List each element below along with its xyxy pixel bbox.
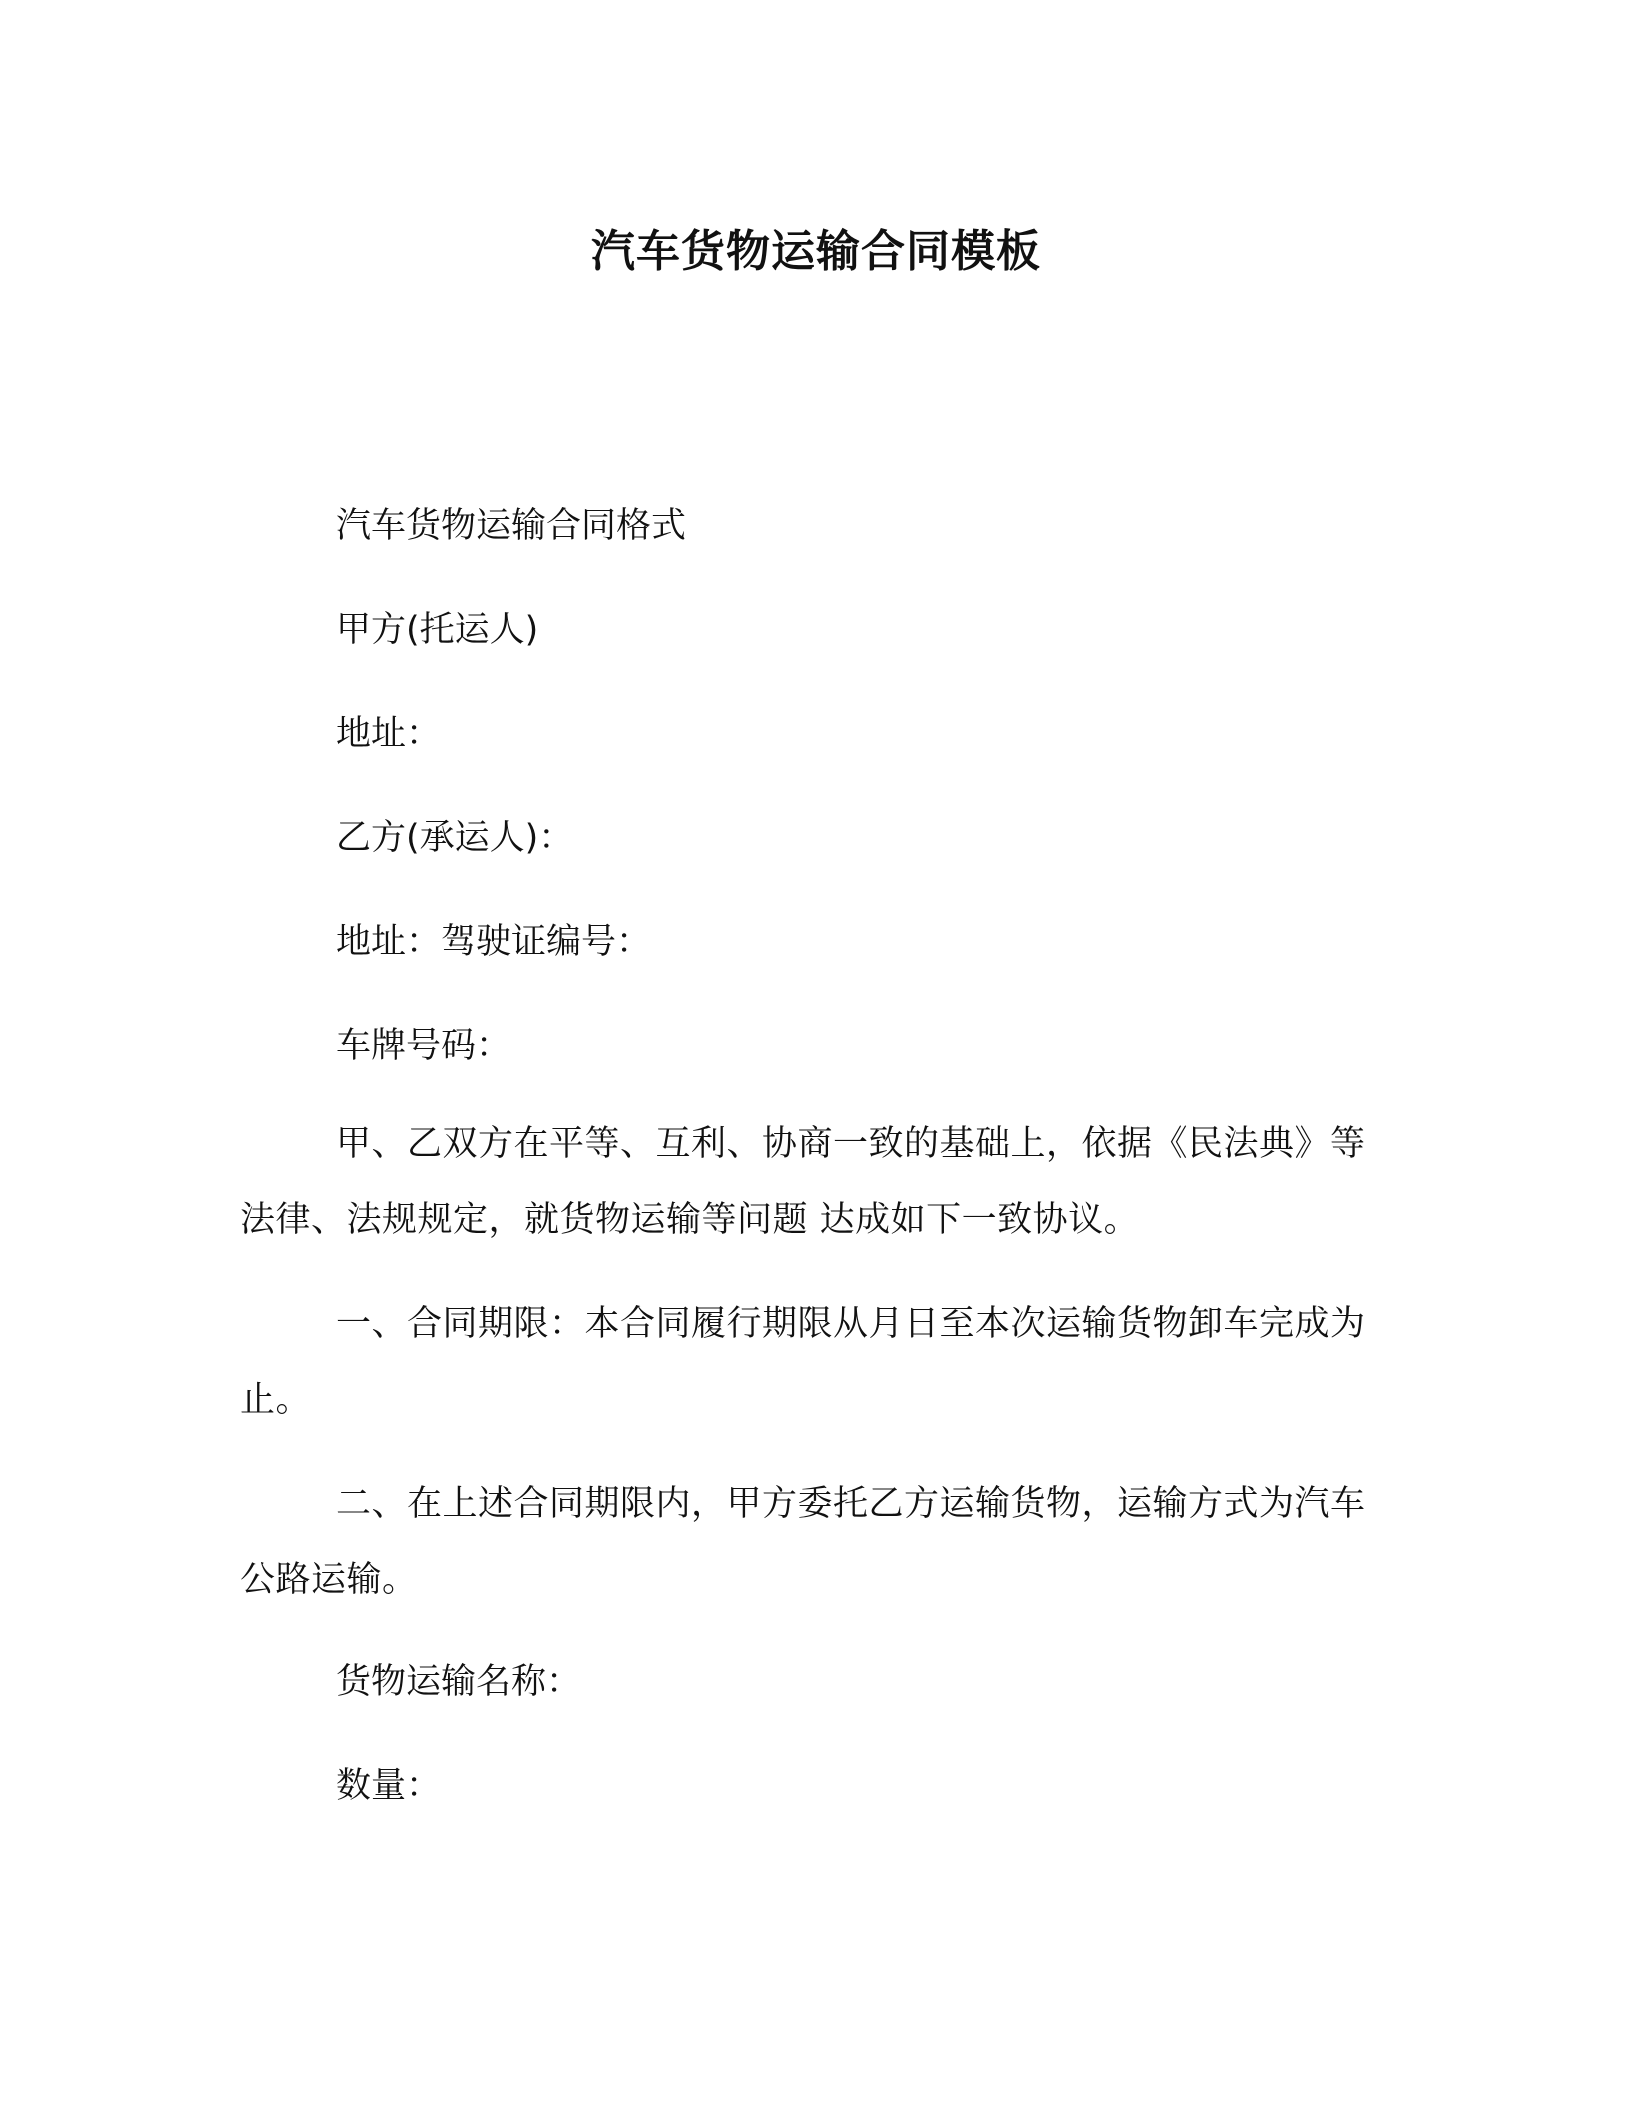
document-title: 汽车货物运输合同模板	[591, 226, 1041, 277]
cargo-name: 货物运输名称：	[336, 1662, 582, 1702]
license-plate: 车牌号码：	[336, 1026, 512, 1066]
clause-contract-term: 一、合同期限：本合同履行期限从月日至本次运输货物卸车完成为止。	[240, 1304, 1366, 1420]
agreement-preamble: 甲、乙双方在平等、互利、协商一致的基础上，依据《民法典》等法律、法规规定，就货物运输等问题 达成如下一致协议。	[240, 1124, 1366, 1240]
party-a-label: 甲方(托运人)	[336, 610, 539, 650]
contract-format-heading: 汽车货物运输合同格式	[336, 506, 687, 546]
clause-transport-mode: 二、在上述合同期限内，甲方委托乙方运输货物，运输方式为汽车公路运输。	[240, 1484, 1366, 1600]
cargo-quantity: 数量：	[336, 1766, 442, 1806]
party-b-label: 乙方(承运人)：	[336, 818, 574, 858]
party-a-address: 地址：	[336, 714, 442, 754]
party-b-address-license: 地址：驾驶证编号：	[336, 922, 652, 962]
